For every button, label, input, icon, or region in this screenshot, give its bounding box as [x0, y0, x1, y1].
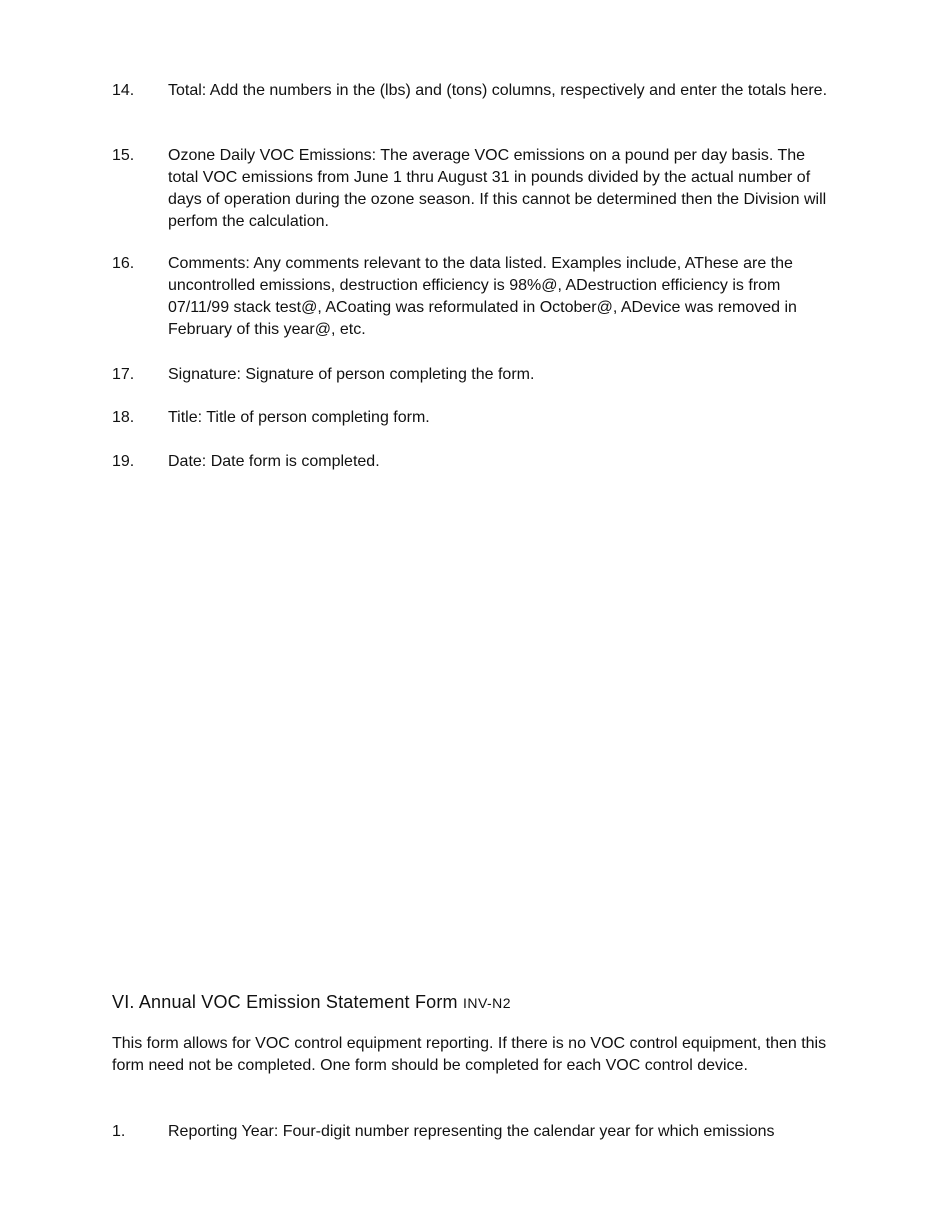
instruction-item-16	[112, 253, 837, 341]
instruction-item-1	[112, 1121, 837, 1143]
instruction-item-15	[112, 145, 837, 233]
item-text: Reporting Year: Four-digit number representing the calendar year for which emissions	[168, 1123, 775, 1140]
item-number: 15.	[112, 147, 135, 164]
item-text: Ozone Daily VOC Emissions: The average VOC emissions on a pound per day basis. The total VOC emissions from June 1 thru August 31 in pounds divided by the actual number of days of operation during the ozone season. If this cannot be determined then the Division will perfom the calculation.	[168, 147, 827, 230]
item-text: Total: Add the numbers in the (lbs) and (tons) columns, respectively and enter the totals here.	[168, 82, 828, 99]
item-text: Title: Title of person completing form.	[168, 409, 430, 426]
item-number: 17.	[112, 366, 135, 383]
instruction-item-19	[112, 451, 837, 473]
item-number: 16.	[112, 255, 135, 272]
item-number: 14.	[112, 82, 135, 99]
section-heading	[112, 990, 511, 1015]
item-text: Date: Date form is completed.	[168, 453, 380, 470]
item-text: Comments: Any comments relevant to the data listed. Examples include, AThese are the uncontrolled emissions, destruction efficiency is 98%@, ADestruction efficiency is from 07/11/99 stack test@, ACoating was reformulated in October@, ADevice was removed in February of this year@, etc.	[168, 255, 797, 338]
section-title: VI. Annual VOC Emission Statement Form	[112, 992, 463, 1012]
item-number: 1.	[112, 1123, 126, 1140]
item-number: 19.	[112, 453, 135, 470]
instruction-item-17	[112, 364, 837, 386]
item-text: Signature: Signature of person completing the form.	[168, 366, 535, 383]
form-id: INV-N2	[462, 995, 512, 1011]
item-number: 18.	[112, 409, 135, 426]
instruction-item-18	[112, 407, 837, 429]
section-intro-paragraph: This form allows for VOC control equipment reporting. If there is no VOC control equipment, then this form need not be completed. One form should be completed for each VOC control device.	[112, 1035, 827, 1074]
instruction-item-14	[112, 80, 837, 102]
